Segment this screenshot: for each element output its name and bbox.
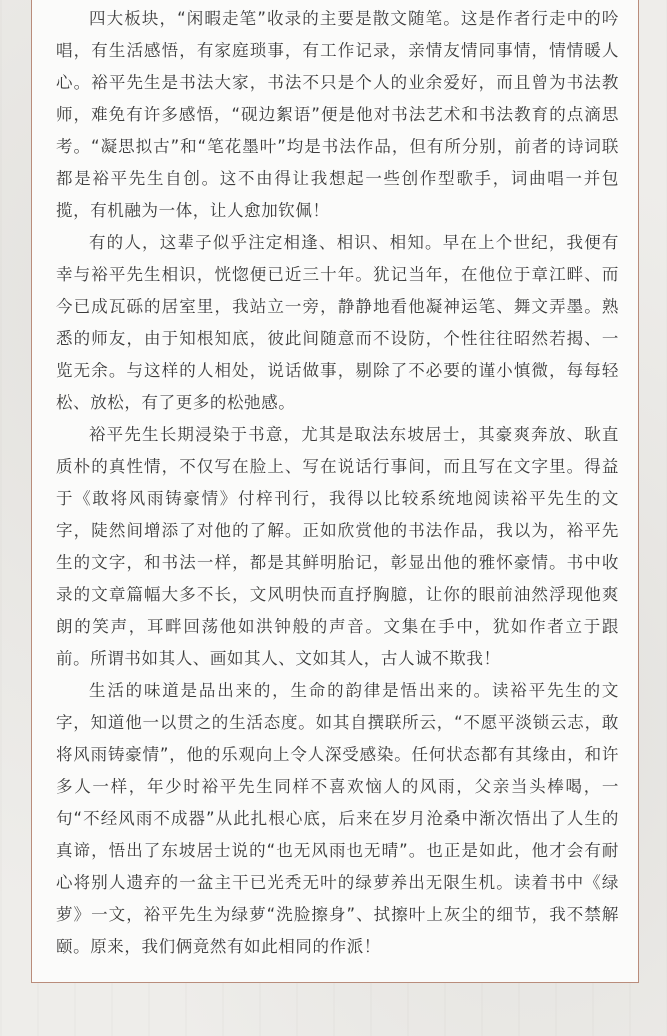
article-body — [56, 3, 619, 963]
article-paragraph: 四大板块，“闲暇走笔”收录的主要是散文随笔。这是作者行走中的吟唱，有生活感悟，有家庭琐事，有工作记录，亲情友情同事情，情情暖人心。裕平先生是书法大家，书法不只是个人的业余爱好，而且曾为书法教师，难免有许多感悟，“砚边絮语”便是他对书法艺术和书法教育的点滴思考。“凝思拟古”和“笔花墨叶”均是书法作品，但有所分别，前者的诗词联都是裕平先生自创。这不由得让我想起一些创作型歌手，词曲唱一并包揽，有机融为一体，让人愈加钦佩！ — [56, 9, 619, 220]
article-paragraph: 有的人，这辈子似乎注定相逢、相识、相知。早在上个世纪，我便有幸与裕平先生相识，恍惚便已近三十年。犹记当年，在他位于章江畔、而今已成瓦砾的居室里，我站立一旁，静静地看他凝神运笔、舞文弄墨。熟悉的师友，由于知根知底，彼此间随意而不设防，个性往往昭然若揭、一览无余。与这样的人相处，说话做事，剔除了不必要的谨小慎微，每每轻松、放松，有了更多的松弛感。 — [56, 233, 619, 412]
article-paragraph: 生活的味道是品出来的，生命的韵律是悟出来的。读裕平先生的文字，知道他一以贯之的生活态度。如其自撰联所云，“不愿平淡锁云志，敢将风雨铸豪情”，他的乐观向上令人深受感染。任何状态都有其缘由，和许多人一样，年少时裕平先生同样不喜欢恼人的风雨，父亲当头棒喝，一句“不经风雨不成器”从此扎根心底，后来在岁月沧桑中渐次悟出了人生的真谛，悟出了东坡居士说的“也无风雨也无晴”。也正是如此，他才会有耐心将别人遗弃的一盆主干已光秃无叶的绿萝养出无限生机。读着书中《绿萝》一文，裕平先生为绿萝“洗脸擦身”、拭擦叶上灰尘的细节，我不禁解颐。原来，我们俩竟然有如此相同的作派！ — [56, 681, 619, 956]
article-card — [31, 0, 639, 983]
article-paragraph: 裕平先生长期浸染于书意，尤其是取法东坡居士，其豪爽奔放、耿直质朴的真性情，不仅写在脸上、写在说话行事间，而且写在文字里。得益于《敢将风雨铸豪情》付梓刊行，我得以比较系统地阅读裕平先生的文字，陡然间增添了对他的了解。正如欣赏他的书法作品，我以为，裕平先生的文字，和书法一样，都是其鲜明胎记，彰显出他的雅怀豪情。书中收录的文章篇幅大多不长，文风明快而直抒胸臆，让你的眼前油然浮现他爽朗的笑声，耳畔回荡他如洪钟般的声音。文集在手中，犹如作者立于跟前。所谓书如其人、画如其人、文如其人，古人诚不欺我！ — [56, 425, 619, 668]
